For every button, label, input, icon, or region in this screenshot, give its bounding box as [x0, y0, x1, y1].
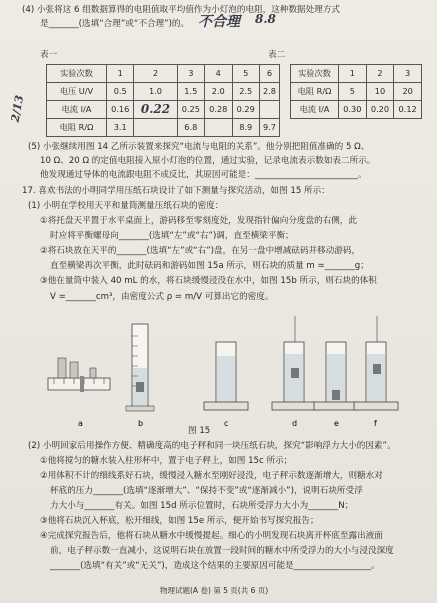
table-row	[291, 101, 422, 119]
q5-line2: 10 Ω、20 Ω 的定值电阻接入原小灯泡的位置，通过实验，记录电流表示数如表二所示。	[40, 156, 376, 166]
beaker-scale-d-icon	[272, 316, 316, 410]
scale-beam-icon	[48, 358, 110, 392]
page-footer: 物理试题(A 卷) 第 5 页(共 6 页)	[160, 586, 269, 595]
q17-p1-title: (1) 小明在学校用天平和量筒测量压纸石块的密度：	[28, 201, 224, 211]
cell: 4	[205, 65, 232, 83]
q17-p1-2: ②将石块放在天平的_______(选填“左”或“右”)盘，在另一盘中增减砝码并移动游码，	[40, 246, 361, 256]
cell: 0.5	[107, 83, 134, 101]
cell: 电阻 R/Ω	[47, 119, 107, 137]
cell: 0.12	[394, 101, 422, 119]
fig-label-e: e	[334, 419, 339, 428]
cell: 实验次数	[47, 65, 107, 83]
cell: 电流 I/A	[291, 101, 339, 119]
cell: 5	[339, 83, 367, 101]
table2-label: 表二	[268, 50, 286, 60]
q17-p2-2: ②用体积不计的细线系好石块，缓慢浸入糖水至刚好浸没，电子秤示数逐渐增大，则糖水对	[40, 471, 383, 481]
fig-label-a: a	[78, 419, 83, 428]
cell: 0.20	[366, 101, 394, 119]
cell: 2.5	[232, 83, 259, 101]
fig-label-d: d	[292, 419, 298, 428]
q17-p1-2b: 直至横梁再次平衡，此时砝码和游码如图 15a 所示，则石块的质量 m =_______g；	[50, 261, 369, 271]
q17-p1-1: ①将托盘天平置于水平桌面上，游码移至零刻度处，发现指针偏向分度盘的右侧，此	[40, 216, 358, 226]
cell	[259, 101, 279, 119]
q17-p2-4b: 前，电子秤示数一直减小，这说明石块在放置一段时间的糖水中所受浮力的大小与浸没深度	[50, 546, 394, 556]
table-row	[291, 83, 422, 101]
cell: 20	[394, 83, 422, 101]
beaker-scale-c-icon	[204, 342, 248, 410]
cell: 3.1	[107, 119, 134, 137]
cell: 电流 I/A	[47, 101, 107, 119]
q4-line2: 是_______(选填“合理”或“不合理”)的。	[40, 19, 190, 29]
cell: 0.16	[107, 101, 134, 119]
margin-note: 2/13	[8, 94, 27, 123]
cell: 9.7	[259, 119, 279, 137]
q17-p2-title: (2) 小明回家后用操作方便、精确度高的电子秤和同一块压纸石块，探究“影响浮力大小的因素”。	[28, 441, 396, 451]
q17-p2-3: ③他将石块沉入杯底，松开细线，如图 15e 所示，便开始书写探究报告；	[40, 516, 319, 526]
q17-p1-3b: V =_______cm³，由密度公式 ρ = m/V 可算出它的密度。	[50, 292, 274, 302]
fig-label-b: b	[138, 419, 144, 428]
figure-caption: 图 15	[188, 426, 211, 436]
beaker-scale-e-icon	[314, 342, 358, 410]
q17-title: 17. 喜欢书法的小明同学用压纸石块设计了如下测量与探究活动，如图 15 所示：	[22, 186, 330, 196]
q17-p2-4: ④完成探究报告后，他将石块从糖水中缓慢提起。细心的小明发现石块离开杯底至露出液面	[40, 531, 383, 541]
cell	[134, 119, 177, 137]
handwritten-answer: 不合理	[198, 14, 240, 30]
cell: 电压 U/V	[47, 83, 107, 101]
cell: 0.25	[177, 101, 204, 119]
q4-line1: (4) 小张将这 6 组数据算得的电阻值取平均值作为小灯泡的电阻，这种数据处理方式	[22, 5, 341, 15]
cell: 1	[107, 65, 134, 83]
q17-p2-2b: 杯底的压力_______(选填“逐渐增大”、“保持不变”或“逐渐减小”)，说明石块所受浮	[50, 486, 363, 496]
q17-p2-1: ①他将搅匀的糖水装入柱形杯中，置于电子秤上，如图 15c 所示；	[40, 456, 293, 466]
table-row	[47, 101, 280, 119]
cell: 6	[259, 65, 279, 83]
q5-line3: 他发现通过导体的电流跟电阻不成反比，其原因可能是：________________________。	[40, 170, 367, 180]
cell: 3	[177, 65, 204, 83]
cell: 10	[366, 83, 394, 101]
cell: 6.8	[177, 119, 204, 137]
measuring-cylinder-icon	[126, 324, 154, 411]
cell: 3	[394, 65, 422, 83]
q17-p1-3: ③他在量筒中装入 40 mL 的水，将石块缓慢浸没在水中，如图 15b 所示，则石块的体积	[40, 276, 377, 286]
fig-label-c: c	[224, 419, 229, 428]
cell: 实验次数	[291, 65, 339, 83]
q17-p2-2c: 力大小与_______有关。如图 15d 所示位置时，石块所受浮力大小为_______N；	[50, 501, 354, 511]
q5-line1: (5) 小张继续用图 14 乙所示装置来探究“电流与电阻的关系”。他分别把阻值准确的 5 Ω、	[28, 142, 370, 152]
cell: 0.22	[134, 101, 177, 119]
cell: 2.0	[205, 83, 232, 101]
beaker-scale-f-icon	[354, 316, 398, 410]
cell: 0.28	[205, 101, 232, 119]
cell: 2	[366, 65, 394, 83]
cell: 8.9	[232, 119, 259, 137]
cell: 2	[134, 65, 177, 83]
cell: 5	[232, 65, 259, 83]
cell: 0.30	[339, 101, 367, 119]
table-row	[47, 65, 280, 83]
cell: 电阻 R/Ω	[291, 83, 339, 101]
cell: 2.8	[259, 83, 279, 101]
table1-label: 表一	[40, 50, 58, 60]
cell: 0.29	[232, 101, 259, 119]
cell: 1	[339, 65, 367, 83]
table2	[290, 64, 422, 119]
table-row	[47, 119, 280, 137]
fig-label-f: f	[374, 419, 377, 428]
cell	[205, 119, 232, 137]
figure-15	[40, 316, 410, 430]
table1	[46, 64, 280, 137]
table-row	[291, 65, 422, 83]
q17-p2-4c: _______(选填“有关”或“无关”)，造成这个结果的主要原因可能是__________________。	[50, 561, 380, 571]
q17-p1-1b: 时应将平衡螺母向_______(选填“左”或“右”)调，直至横梁平衡；	[50, 231, 294, 241]
table-row	[47, 83, 280, 101]
cell: 1.5	[177, 83, 204, 101]
cell: 1.0	[134, 83, 177, 101]
handwritten-note: 8.8	[255, 12, 276, 26]
